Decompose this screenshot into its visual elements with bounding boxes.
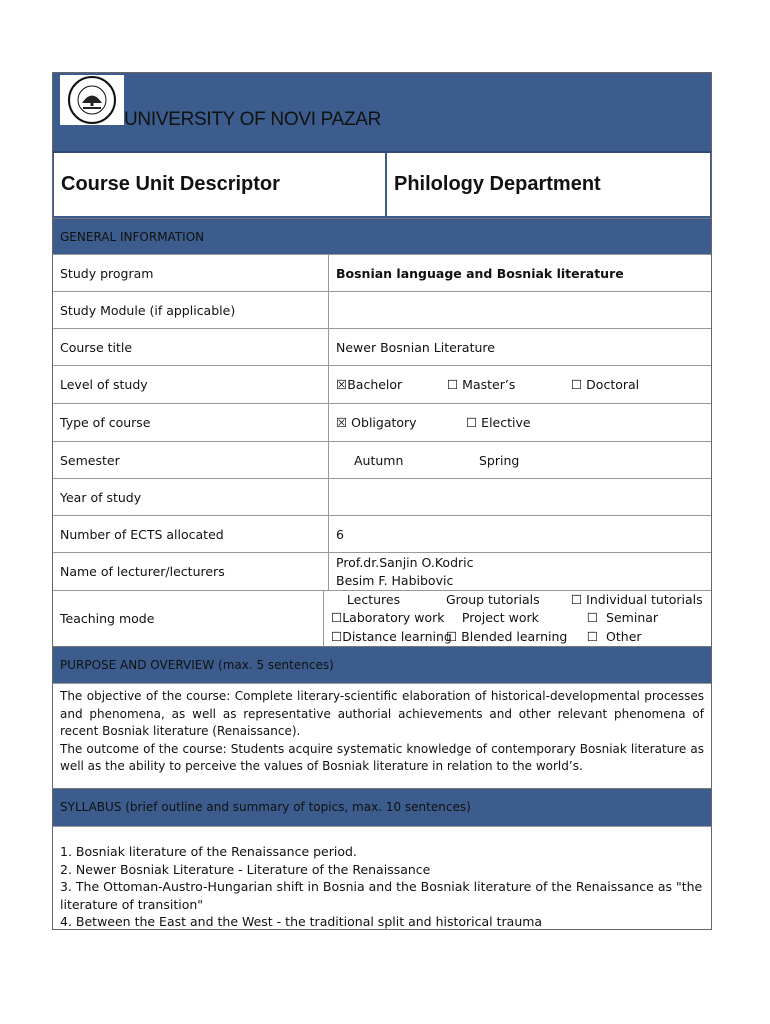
value-course-title: Newer Bosnian Literature [336, 339, 495, 355]
row-semester [53, 441, 711, 478]
label-year-of-study: Year of study [53, 479, 329, 515]
checkbox-doctoral[interactable]: ☐ Doctoral [571, 377, 640, 392]
mode-group-tutorials[interactable]: Group tutorials [446, 591, 540, 607]
value-ects: 6 [336, 526, 344, 542]
row-teaching-mode [53, 590, 711, 646]
mode-individual-tutorials[interactable]: ☐ Individual tutorials [571, 591, 703, 607]
section-syllabus: SYLLABUS (brief outline and summary of topics, max. 10 sentences) [53, 788, 711, 826]
row-level-of-study [53, 365, 711, 403]
department-name: Philology Department [387, 153, 710, 216]
university-name: UNIVERSITY OF NOVI PAZAR [124, 109, 382, 130]
checkbox-elective[interactable]: ☐ Elective [466, 415, 531, 430]
course-descriptor-document [52, 72, 712, 930]
value-semester [329, 442, 711, 478]
syllabus-item: 4. Between the East and the West - the traditional split and historical trauma [60, 914, 543, 930]
purpose-objective: The objective of the course: Complete literary-scientific elaboration of historical-developmental processes and phenomena, as well as representative authorial achievements and other relevant phenomena of recent Bosniak literature (Renaissance). [60, 689, 704, 739]
value-type-of-course [329, 404, 711, 441]
label-study-module: Study Module (if applicable) [53, 292, 329, 328]
label-semester: Semester [53, 442, 329, 478]
row-study-program [53, 254, 711, 291]
syllabus-item: 2. Newer Bosniak Literature - Literature of the Renaissance [60, 861, 431, 877]
section-purpose-overview: PURPOSE AND OVERVIEW (max. 5 sentences) [53, 646, 711, 683]
mode-laboratory-work[interactable]: ☐Laboratory work [331, 610, 445, 626]
section-general-information: GENERAL INFORMATION [53, 218, 711, 254]
value-study-program: Bosnian language and Bosniak literature [336, 265, 624, 281]
mode-seminar[interactable]: ☐ Seminar [571, 610, 659, 626]
purpose-text [53, 683, 711, 788]
mode-blended-learning[interactable]: ☐ Blended learning [446, 628, 568, 644]
purpose-outcome: The outcome of the course: Students acquire systematic knowledge of contemporary Bosniak literature as well as the ability to perceive the values of Bosniak literature in relation to the world’s. [60, 741, 704, 774]
row-course-title [53, 328, 711, 365]
syllabus-item: 1. Bosniak literature of the Renaissance period. [60, 843, 357, 859]
row-study-module [53, 291, 711, 328]
value-level-of-study [329, 366, 711, 403]
checkbox-bachelor[interactable]: ☒Bachelor [336, 377, 403, 392]
label-study-program: Study program [53, 255, 329, 291]
mode-project-work[interactable]: Project work [446, 610, 539, 626]
label-course-title: Course title [53, 329, 329, 365]
lecturer-1: Prof.dr.Sanjin O.Kodric [336, 554, 474, 570]
title-row [53, 153, 711, 218]
row-year-of-study [53, 478, 711, 515]
label-type-of-course: Type of course [53, 404, 329, 441]
value-study-module [329, 292, 711, 328]
checkbox-masters[interactable]: ☐ Master’s [447, 377, 516, 392]
mode-lectures[interactable]: Lectures [331, 591, 401, 607]
syllabus-item: 3. The Ottoman-Austro-Hungarian shift in Bosnia and the Bosniak literature of the Renaissance as "the literature of transition" [60, 879, 703, 912]
label-teaching-mode: Teaching mode [53, 591, 324, 646]
value-lecturers [329, 553, 711, 590]
row-type-of-course [53, 403, 711, 441]
label-ects: Number of ECTS allocated [53, 516, 329, 552]
label-level-of-study: Level of study [53, 366, 329, 403]
teaching-mode-grid [331, 591, 711, 647]
document-title: Course Unit Descriptor [54, 153, 385, 216]
row-lecturers [53, 552, 711, 590]
label-lecturers: Name of lecturer/lecturers [53, 553, 329, 590]
lecturer-2: Besim F. Habibovic [336, 572, 454, 588]
mode-other[interactable]: ☐ Other [571, 628, 642, 644]
value-year-of-study [329, 479, 711, 515]
option-spring: Spring [479, 452, 520, 468]
syllabus-list [53, 826, 711, 929]
checkbox-obligatory[interactable]: ☒ Obligatory [336, 415, 417, 430]
university-header [53, 73, 711, 153]
value-teaching-mode [324, 591, 711, 646]
mode-distance-learning[interactable]: ☐Distance learning [331, 628, 452, 644]
option-autumn: Autumn [354, 452, 404, 468]
row-ects [53, 515, 711, 552]
university-logo [60, 75, 124, 125]
